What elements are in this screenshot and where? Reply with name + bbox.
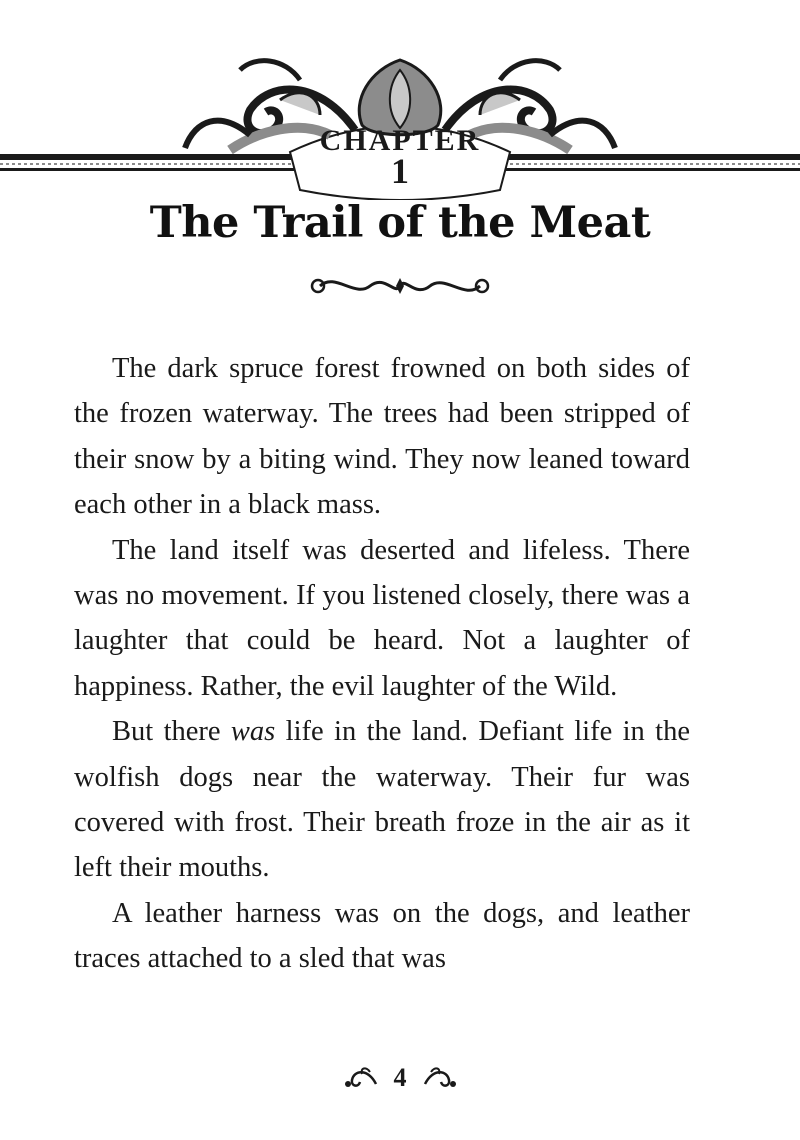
flourish-divider-icon: [300, 268, 500, 302]
chapter-number: 1: [391, 151, 409, 191]
flourish-left-icon: [342, 1064, 380, 1092]
paragraph: The land itself was deserted and lifeless. There was no movement. If you listened closely, there was a laughter that could be heard. Not a laughter of happiness. Rather, the evil laughter of the Wild.: [74, 534, 690, 702]
chapter-label: CHAPTER: [319, 124, 481, 157]
page-number: 4: [393, 1063, 407, 1092]
chapter-body: [74, 346, 690, 982]
paragraph-text: life in the land. Defiant life in the wolfish dogs near the waterway. Their fur was covered with frost. Their breath froze in the air as it left their mouths.: [74, 716, 690, 884]
page-footer: [0, 1058, 800, 1098]
emphasized-word: was: [230, 716, 276, 748]
paragraph-text: But there: [112, 716, 231, 748]
flourish-right-icon: [421, 1064, 459, 1092]
paragraph: [74, 709, 690, 891]
chapter-title: The Trail of the Meat: [149, 198, 651, 248]
paragraph: A leather harness was on the dogs, and leather traces attached to a sled that was: [74, 897, 690, 975]
paragraph: The dark spruce forest frowned on both sides of the frozen waterway. The trees had been stripped of their snow by a biting wind. They now leaned toward each other in a black mass.: [74, 353, 690, 521]
